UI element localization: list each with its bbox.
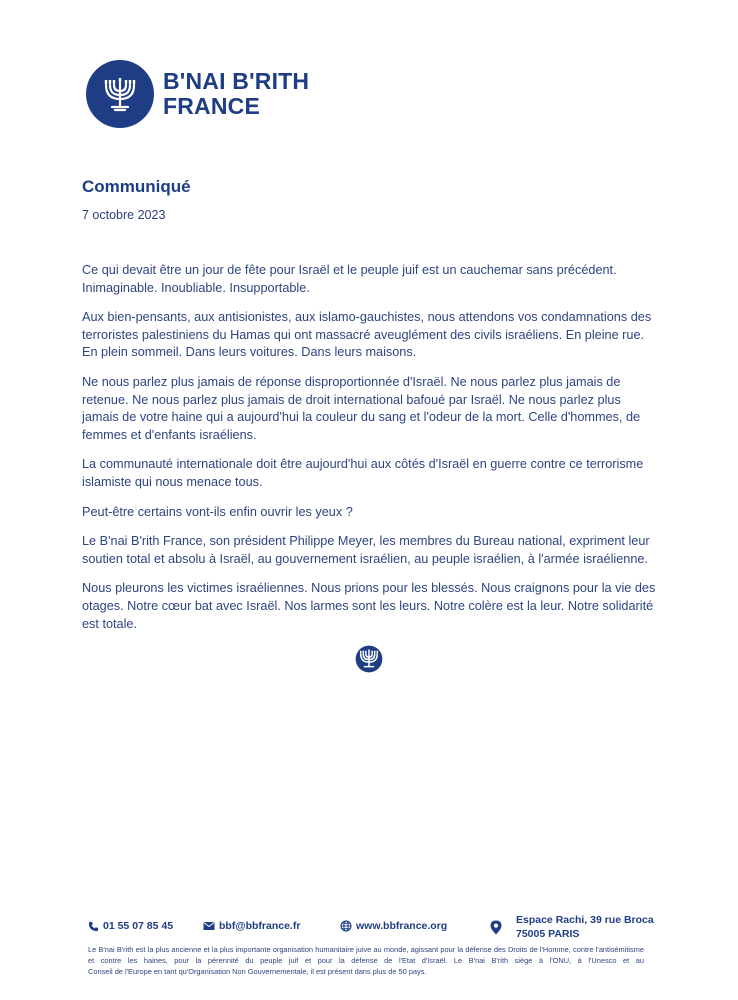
paragraph: Nous pleurons les victimes israéliennes. Nous prions pour les blessés. Nous craignons pour la vie des otages. Notre cœur bat avec Israël. Nos larmes sont les leurs. Notre colère est la leur. Notre solidarité est totale. [82, 581, 656, 631]
logo-line-2: FRANCE [163, 93, 261, 119]
website-link[interactable] [340, 920, 447, 932]
email-contact[interactable] [203, 920, 300, 932]
email-address: bbf@bbfrance.fr [219, 920, 301, 932]
phone-contact[interactable] [88, 920, 173, 932]
menorah-icon [86, 60, 154, 128]
document-date: 7 octobre 2023 [82, 208, 166, 222]
address-contact [490, 913, 654, 941]
menorah-ornament-icon [355, 645, 383, 678]
footer [88, 913, 678, 978]
page-title: Communiqué [82, 177, 191, 196]
paragraph: Ce qui devait être un jour de fête pour Israël et le peuple juif est un cauchemar sans précédent. Inimaginable. Inoubliable. Insupportable. [82, 263, 617, 295]
address-line-2: 75005 PARIS [516, 928, 580, 940]
contact-row [88, 913, 678, 943]
globe-icon [340, 920, 352, 932]
paragraph: Aux bien-pensants, aux antisionistes, aux islamo-gauchistes, nous attendons vos condamnations des terroristes palestiniens du Hamas qui ont massacré aveuglément des civils israéliens. En pleine rue. En plein sommeil. Dans leurs voitures. Dans leurs maisons. [82, 310, 652, 360]
mail-icon [203, 921, 215, 931]
phone-icon [88, 921, 99, 932]
logo-wordmark [163, 69, 309, 119]
paragraph: Le B'nai B'rith France, son président Philippe Meyer, les membres du Bureau national, expriment leur soutien total et absolu à Israël, au gouvernement israélien, au peuple israélien, à l'armée israélienne. [82, 534, 650, 566]
footer-note-text: Le B'nai B'rith est la plus ancienne et la plus importante organisation humanitaire juive au monde, agissant pour la défense des Droits de l'Homme, contre l'antisémitisme et contre les haines, pour la pérennité du peuple juif et pour la défense de l'Etat d'Israël. Le B'nai B'rith siège à l'ONU, à l'Unesco et au [88, 945, 644, 966]
address-line-1: Espace Rachi, 39 rue Broca [516, 914, 654, 926]
logo-line-1: B'NAI B'RITH [163, 68, 310, 94]
paragraph: Ne nous parlez plus jamais de réponse disproportionnée d'Israël. Ne nous parlez plus jamais de retenue. Ne nous parlez plus jamais de droit international bafoué par Israël. Ne nous parlez plus jamais de votre haine qui a aujourd'hui la couleur du sang et l'odeur de la mort. Celle d'hommes, de femmes et d'enfants israéliens. [82, 374, 641, 442]
location-pin-icon [490, 920, 502, 935]
paragraph: Peut-être certains vont-ils enfin ouvrir les yeux ? [82, 504, 353, 519]
phone-number: 01 55 07 85 45 [103, 920, 174, 932]
website-url: www.bbfrance.org [356, 920, 448, 932]
logo [86, 60, 309, 128]
footer-note [88, 944, 644, 978]
document-body [82, 262, 657, 645]
paragraph: La communauté internationale doit être aujourd'hui aux côtés d'Israël en guerre contre ce terrorisme islamiste qui nous menace tous. [82, 457, 644, 489]
footer-note-last-line: Conseil de l'Europe en tant qu'Organisation Non Gouvernementale, il est présent dans plus de 50 pays. [88, 967, 427, 977]
